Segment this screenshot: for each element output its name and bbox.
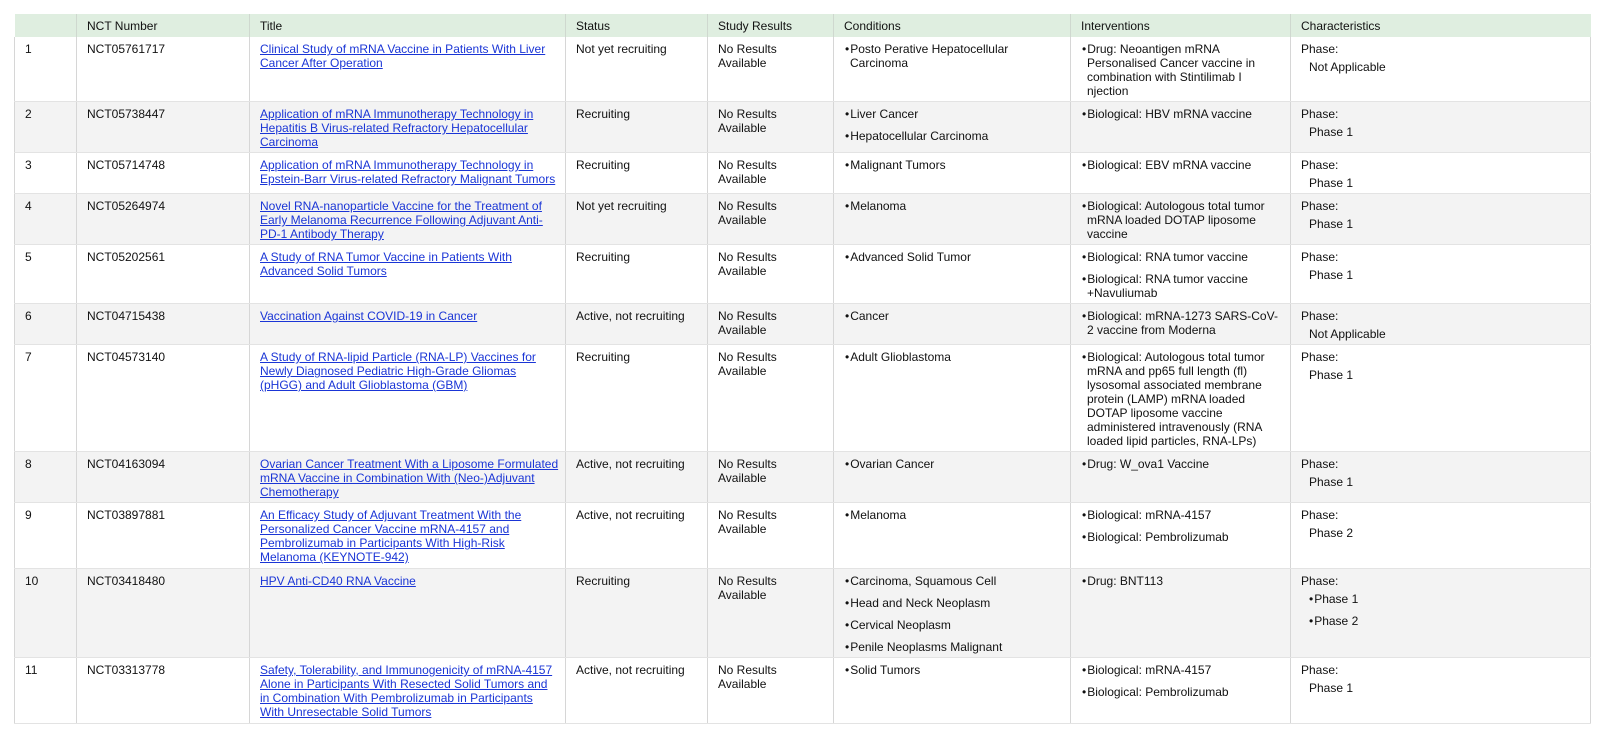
header-conditions[interactable]: Conditions (834, 14, 1071, 37)
status: Recruiting (566, 102, 708, 153)
phase-label: Phase: (1301, 158, 1339, 172)
condition-item: • Penile Neoplasms Malignant (844, 640, 1064, 654)
phase-value: Not Applicable (1309, 60, 1386, 74)
header-status[interactable]: Status (566, 14, 708, 37)
condition-item: • Malignant Tumors (844, 158, 1064, 172)
nct-number: NCT03313778 (77, 658, 250, 724)
phase-value: Phase 1 (1309, 681, 1354, 695)
status: Active, not recruiting (566, 452, 708, 503)
conditions-list (844, 309, 1064, 323)
phase-value: Phase 1 (1309, 217, 1354, 231)
intervention-item: • Drug: Neoantigen mRNA Personalised Cancer vaccine in combination with Stintilimab I njection (1081, 42, 1284, 98)
characteristics-cell (1291, 452, 1591, 503)
study-results: No Results Available (708, 102, 834, 153)
phase-label: Phase: (1301, 309, 1339, 323)
status: Recruiting (566, 245, 708, 304)
phase-label: Phase: (1301, 250, 1339, 264)
characteristics-cell (1291, 102, 1591, 153)
phase-label: Phase: (1301, 508, 1339, 522)
condition-item: • Ovarian Cancer (844, 457, 1064, 471)
interventions-cell (1071, 153, 1291, 194)
conditions-list (844, 158, 1064, 172)
interventions-cell (1071, 345, 1291, 452)
intervention-item: • Biological: Pembrolizumab (1081, 530, 1284, 544)
study-title-link[interactable]: A Study of RNA-lipid Particle (RNA-LP) Vaccines for Newly Diagnosed Pediatric High-Grade Gliomas (pHGG) and Adult Glioblastoma (GBM) (260, 350, 536, 392)
intervention-item: • Biological: mRNA-4157 (1081, 508, 1284, 522)
interventions-list (1081, 663, 1284, 699)
phase-value: Not Applicable (1309, 327, 1386, 341)
intervention-item: • Biological: RNA tumor vaccine +Navuliumab (1081, 272, 1284, 300)
title-cell (250, 153, 566, 194)
status: Not yet recruiting (566, 194, 708, 245)
conditions-list (844, 457, 1064, 471)
interventions-cell (1071, 37, 1291, 102)
title-cell (250, 345, 566, 452)
row-number: 9 (15, 503, 77, 569)
interventions-list (1081, 199, 1284, 241)
condition-item: • Posto Perative Hepatocellular Carcinoma (844, 42, 1064, 70)
conditions-cell (834, 569, 1071, 658)
conditions-list (844, 574, 1064, 654)
interventions-cell (1071, 245, 1291, 304)
row-number: 4 (15, 194, 77, 245)
nct-number: NCT04163094 (77, 452, 250, 503)
table-row[interactable] (15, 569, 1591, 658)
characteristics-cell (1291, 245, 1591, 304)
characteristics-cell (1291, 37, 1591, 102)
study-title-link[interactable]: Ovarian Cancer Treatment With a Liposome Formulated mRNA Vaccine in Combination With (Neo-)Adjuvant Chemotherapy (260, 457, 559, 499)
nct-number: NCT05202561 (77, 245, 250, 304)
study-results: No Results Available (708, 569, 834, 658)
intervention-item: • Biological: Autologous total tumor mRNA loaded DOTAP liposome vaccine (1081, 199, 1284, 241)
phase-label: Phase: (1301, 663, 1339, 677)
row-number: 11 (15, 658, 77, 724)
intervention-item: • Biological: EBV mRNA vaccine (1081, 158, 1284, 172)
status: Active, not recruiting (566, 658, 708, 724)
intervention-item: • Drug: BNT113 (1081, 574, 1284, 588)
interventions-cell (1071, 569, 1291, 658)
row-number: 1 (15, 37, 77, 102)
header-characteristics[interactable]: Characteristics (1291, 14, 1591, 37)
title-cell (250, 658, 566, 724)
condition-item: • Melanoma (844, 508, 1064, 522)
conditions-cell (834, 345, 1071, 452)
conditions-cell (834, 153, 1071, 194)
intervention-item: • Biological: Autologous total tumor mRNA and pp65 full length (fl) lysosomal associated membrane protein (LAMP) mRNA loaded DOTAP liposome vaccine administered intravenously (RNA loaded lipid particles, RNA-LPs) (1081, 350, 1284, 448)
phase-value: Phase 1 (1309, 125, 1354, 139)
study-results: No Results Available (708, 345, 834, 452)
condition-item: • Liver Cancer (844, 107, 1064, 121)
interventions-list (1081, 158, 1284, 172)
phase-value: Phase 1 (1309, 368, 1354, 382)
phase-item: • Phase 1 (1309, 592, 1584, 606)
results-table-container (14, 14, 1590, 724)
phase-label: Phase: (1301, 350, 1339, 364)
phase-value: Phase 1 (1309, 268, 1354, 282)
title-cell (250, 304, 566, 345)
condition-item: • Advanced Solid Tumor (844, 250, 1064, 264)
conditions-list (844, 663, 1064, 677)
study-title-link[interactable]: Application of mRNA Immunotherapy Technology in Epstein-Barr Virus-related Refractory Malignant Tumors (260, 158, 556, 186)
condition-item: • Cancer (844, 309, 1064, 323)
intervention-item: • Biological: Pembrolizumab (1081, 685, 1284, 699)
nct-number: NCT03418480 (77, 569, 250, 658)
characteristics-cell (1291, 503, 1591, 569)
condition-item: • Hepatocellular Carcinoma (844, 129, 1064, 143)
status: Recruiting (566, 569, 708, 658)
header-row (15, 14, 1591, 37)
interventions-list (1081, 309, 1284, 337)
conditions-cell (834, 304, 1071, 345)
study-results: No Results Available (708, 658, 834, 724)
nct-number: NCT05738447 (77, 102, 250, 153)
interventions-list (1081, 508, 1284, 544)
status: Active, not recruiting (566, 503, 708, 569)
study-title-link[interactable]: Clinical Study of mRNA Vaccine in Patients With Liver Cancer After Operation (260, 42, 546, 70)
table-row[interactable] (15, 37, 1591, 102)
title-cell (250, 194, 566, 245)
nct-number: NCT04715438 (77, 304, 250, 345)
title-cell (250, 37, 566, 102)
nct-number: NCT05714748 (77, 153, 250, 194)
study-results: No Results Available (708, 153, 834, 194)
interventions-list (1081, 107, 1284, 121)
table-row[interactable] (15, 658, 1591, 724)
status: Not yet recruiting (566, 37, 708, 102)
phase-label: Phase: (1301, 199, 1339, 213)
phase-value: Phase 1 (1309, 475, 1354, 489)
conditions-list (844, 199, 1064, 213)
row-number: 3 (15, 153, 77, 194)
characteristics-cell (1291, 569, 1591, 658)
nct-number: NCT05264974 (77, 194, 250, 245)
intervention-item: • Biological: mRNA-1273 SARS-CoV-2 vaccine from Moderna (1081, 309, 1284, 337)
intervention-item: • Biological: RNA tumor vaccine (1081, 250, 1284, 264)
interventions-cell (1071, 503, 1291, 569)
title-cell (250, 569, 566, 658)
phase-item: • Phase 2 (1309, 614, 1584, 628)
characteristics-cell (1291, 658, 1591, 724)
phase-value: Phase 1 (1309, 176, 1354, 190)
conditions-cell (834, 102, 1071, 153)
status: Recruiting (566, 345, 708, 452)
interventions-cell (1071, 102, 1291, 153)
conditions-cell (834, 245, 1071, 304)
condition-item: • Melanoma (844, 199, 1064, 213)
title-cell (250, 245, 566, 304)
interventions-cell (1071, 304, 1291, 345)
interventions-list (1081, 574, 1284, 588)
table-row[interactable] (15, 345, 1591, 452)
table-row[interactable] (15, 194, 1591, 245)
header-interventions[interactable]: Interventions (1071, 14, 1291, 37)
conditions-cell (834, 452, 1071, 503)
conditions-list (844, 350, 1064, 364)
conditions-cell (834, 194, 1071, 245)
study-results: No Results Available (708, 503, 834, 569)
condition-item: • Carcinoma, Squamous Cell (844, 574, 1064, 588)
table-row[interactable] (15, 153, 1591, 194)
characteristics-cell (1291, 153, 1591, 194)
row-number: 2 (15, 102, 77, 153)
header-study-results[interactable]: Study Results (708, 14, 834, 37)
conditions-cell (834, 503, 1071, 569)
interventions-list (1081, 457, 1284, 471)
conditions-cell (834, 658, 1071, 724)
table-row[interactable] (15, 245, 1591, 304)
conditions-list (844, 42, 1064, 70)
study-results: No Results Available (708, 37, 834, 102)
condition-item: • Solid Tumors (844, 663, 1064, 677)
characteristics-cell (1291, 194, 1591, 245)
phase-label: Phase: (1301, 107, 1339, 121)
interventions-cell (1071, 658, 1291, 724)
table-row[interactable] (15, 503, 1591, 569)
intervention-item: • Biological: mRNA-4157 (1081, 663, 1284, 677)
row-number: 6 (15, 304, 77, 345)
table-row[interactable] (15, 452, 1591, 503)
nct-number: NCT04573140 (77, 345, 250, 452)
conditions-list (844, 107, 1064, 143)
conditions-cell (834, 37, 1071, 102)
intervention-item: • Biological: HBV mRNA vaccine (1081, 107, 1284, 121)
interventions-list (1081, 350, 1284, 448)
title-cell (250, 503, 566, 569)
study-title-link[interactable]: Application of mRNA Immunotherapy Technology in Hepatitis B Virus-related Refractory Hepatocellular Carcinoma (260, 107, 534, 149)
condition-item: • Cervical Neoplasm (844, 618, 1064, 632)
phase-list (1301, 592, 1584, 628)
interventions-list (1081, 42, 1284, 98)
conditions-list (844, 508, 1064, 522)
header-title[interactable]: Title (250, 14, 566, 37)
study-title-link[interactable]: HPV Anti-CD40 RNA Vaccine (260, 574, 416, 588)
results-table (14, 14, 1591, 724)
table-body (15, 37, 1591, 724)
study-results: No Results Available (708, 452, 834, 503)
nct-number: NCT05761717 (77, 37, 250, 102)
characteristics-cell (1291, 304, 1591, 345)
phase-label: Phase: (1301, 457, 1339, 471)
row-number: 7 (15, 345, 77, 452)
phase-label: Phase: (1301, 42, 1339, 56)
characteristics-cell (1291, 345, 1591, 452)
phase-value: Phase 2 (1309, 526, 1354, 540)
interventions-cell (1071, 194, 1291, 245)
header-nct-number[interactable]: NCT Number (77, 14, 250, 37)
title-cell (250, 102, 566, 153)
conditions-list (844, 250, 1064, 264)
row-number: 10 (15, 569, 77, 658)
phase-label: Phase: (1301, 574, 1339, 588)
title-cell (250, 452, 566, 503)
header-index (15, 14, 77, 37)
condition-item: • Head and Neck Neoplasm (844, 596, 1064, 610)
study-results: No Results Available (708, 245, 834, 304)
study-results: No Results Available (708, 194, 834, 245)
condition-item: • Adult Glioblastoma (844, 350, 1064, 364)
study-results: No Results Available (708, 304, 834, 345)
intervention-item: • Drug: W_ova1 Vaccine (1081, 457, 1284, 471)
study-title-link[interactable]: Novel RNA-nanoparticle Vaccine for the Treatment of Early Melanoma Recurrence Following Adjuvant Anti-PD-1 Antibody Therapy (260, 199, 543, 241)
interventions-list (1081, 250, 1284, 300)
status: Recruiting (566, 153, 708, 194)
table-row[interactable] (15, 304, 1591, 345)
study-title-link[interactable]: Vaccination Against COVID-19 in Cancer (260, 309, 478, 323)
row-number: 8 (15, 452, 77, 503)
study-title-link[interactable]: An Efficacy Study of Adjuvant Treatment With the Personalized Cancer Vaccine mRNA-4157 and Pembrolizumab in Participants With High-Risk Melanoma (KEYNOTE-942) (260, 508, 522, 564)
interventions-cell (1071, 452, 1291, 503)
study-title-link[interactable]: A Study of RNA Tumor Vaccine in Patients With Advanced Solid Tumors (260, 250, 512, 278)
row-number: 5 (15, 245, 77, 304)
table-row[interactable] (15, 102, 1591, 153)
nct-number: NCT03897881 (77, 503, 250, 569)
study-title-link[interactable]: Safety, Tolerability, and Immunogenicity of mRNA-4157 Alone in Participants With Resected Solid Tumors and in Combination With Pembrolizumab in Participants With Unresectable Solid Tumors (260, 663, 553, 719)
status: Active, not recruiting (566, 304, 708, 345)
